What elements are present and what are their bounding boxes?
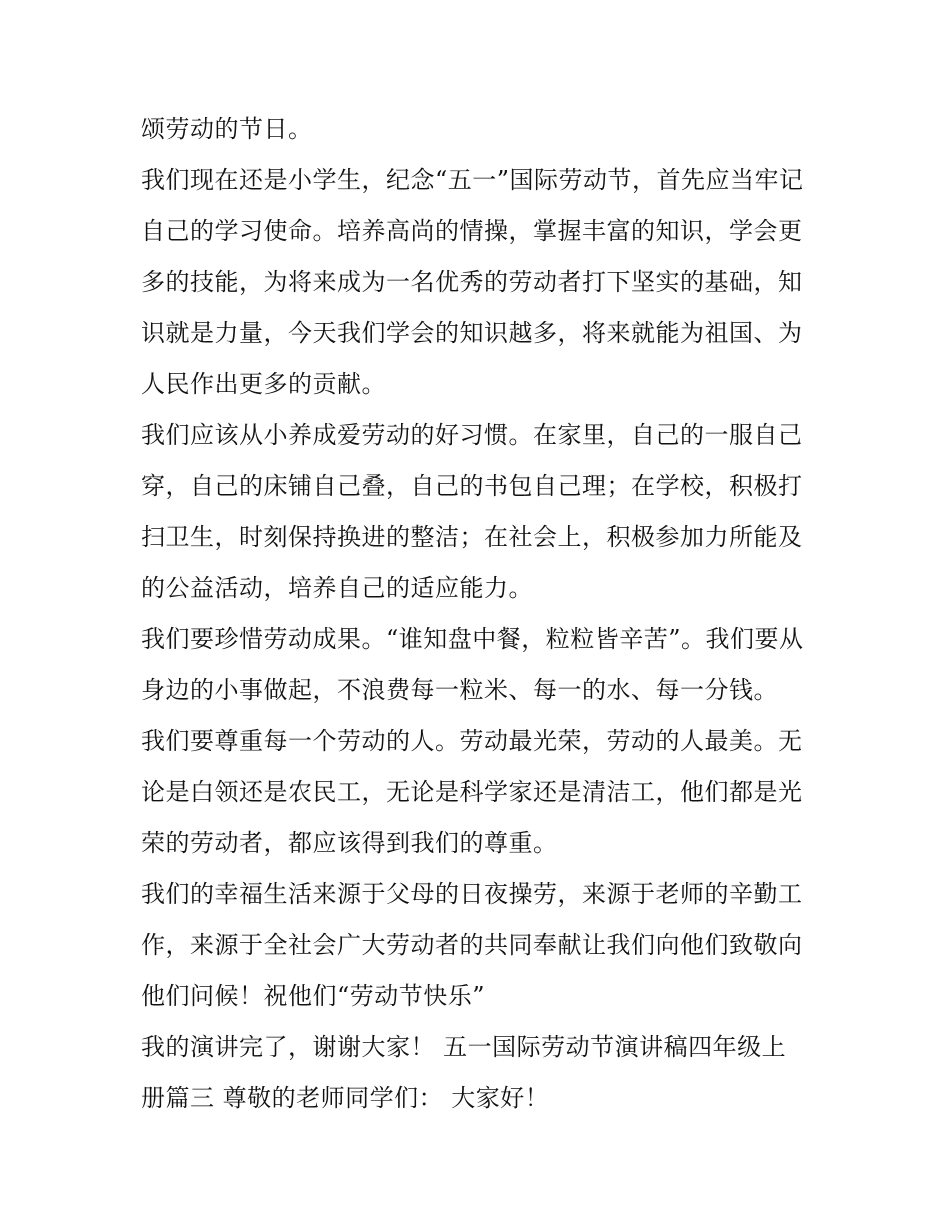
- text-line: 人民作出更多的贡献。: [141, 370, 386, 398]
- text-line: 荣的劳动者，都应该得到我们的尊重。: [141, 829, 558, 857]
- text-line: 多的技能，为将来成为一名优秀的劳动者打下坚实的基础，知: [141, 268, 803, 296]
- text-line: 我们应该从小养成爱劳动的好习惯。在家里，自己的一服自己: [141, 421, 803, 449]
- text-line: 我们的幸福生活来源于父母的日夜操劳，来源于老师的辛勤工: [141, 880, 803, 908]
- text-line: 识就是力量，今天我们学会的知识越多，将来就能为祖国、为: [141, 319, 803, 347]
- text-line: 册篇三 尊敬的老师同学们： 大家好！: [141, 1084, 550, 1112]
- document-body: [141, 104, 821, 1124]
- text-line: 颂劳动的节日。: [141, 115, 313, 143]
- text-line: 扫卫生，时刻保持换进的整洁；在社会上，积极参加力所能及: [141, 523, 803, 551]
- text-line: 他们问候！祝他们“劳动节快乐”: [141, 982, 486, 1010]
- text-line: 论是白领还是农民工，无论是科学家还是清洁工，他们都是光: [141, 778, 803, 806]
- text-line: 自己的学习使命。培养高尚的情操，掌握丰富的知识，学会更: [141, 217, 803, 245]
- text-line: 我的演讲完了，谢谢大家！ 五一国际劳动节演讲稿四年级上: [141, 1033, 787, 1061]
- text-line: 我们要珍惜劳动成果。“谁知盘中餐，粒粒皆辛苦”。我们要从: [141, 625, 804, 653]
- text-line: 作，来源于全社会广大劳动者的共同奉献让我们向他们致敬向: [141, 931, 803, 959]
- text-line: 穿，自己的床铺自己叠，自己的书包自己理；在学校，积极打: [141, 472, 803, 500]
- text-line: 我们现在还是小学生，纪念“五一”国际劳动节，首先应当牢记: [141, 166, 804, 194]
- text-line: 我们要尊重每一个劳动的人。劳动最光荣，劳动的人最美。无: [141, 727, 803, 755]
- text-line: 的公益活动，培养自己的适应能力。: [141, 574, 533, 602]
- text-line: 身边的小事做起，不浪费每一粒米、每一的水、每一分钱。: [141, 676, 778, 704]
